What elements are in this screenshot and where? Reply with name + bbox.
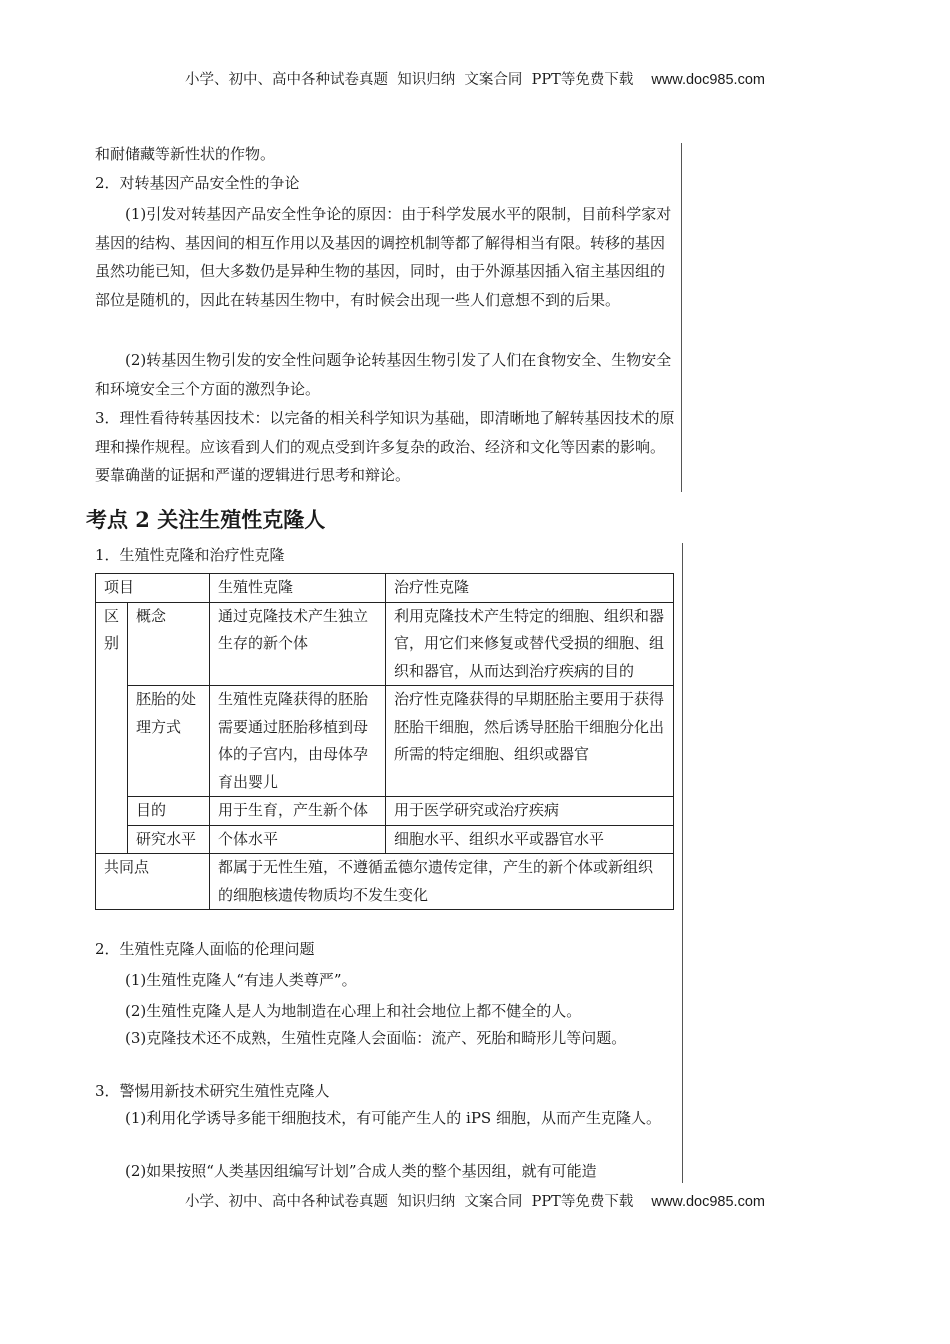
section-title: 考点 2 关注生殖性克隆人 [86,507,326,532]
paragraph-safety-issues: (2)转基因生物引发的安全性问题争论转基因生物引发了人们在食物安全、生物安全和环境安全三个方面的激烈争论。 [95,351,672,398]
paragraph-ethics-3: (3)克隆技术还不成熟，生殖性克隆人会面临：流产、死胎和畸形儿等问题。 [125,1029,627,1047]
header-text: 小学、初中、高中各种试卷真题 知识归纳 文案合同 PPT等免费下载 [185,72,634,88]
paragraph-rational-view: 3．理性看待转基因技术：以完备的相关科学知识为基础，即清晰地了解转基因技术的原理和操作规程。应该看到人们的观点受到许多复杂的政治、经济和文化等因素的影响。要靠确凿的证据和严谨的逻辑进行思考和辩论。 [95,409,675,484]
table-row [96,854,674,910]
table-row [96,797,674,826]
paragraph-debate-cause: (1)引发对转基因产品安全性争论的原因：由于科学发展水平的限制，目前科学家对基因的结构、基因间的相互作用以及基因的调控机制等都了解得相当有限。转移的基因虽然功能已知，但大多数仍是异种生物的基因，同时，由于外源基因插入宿主基因组的部位是随机的，因此在转基因生物中，有时候会出现一些人们意想不到的后果。 [95,205,672,309]
page-footer [0,1190,950,1211]
row-label-concept: 概念 [128,602,210,686]
header-item: 项目 [96,574,210,603]
header-therapeutic: 治疗性克隆 [386,574,674,603]
cell-concept-therapeutic: 利用克隆技术产生特定的细胞、组织和器官，用它们来修复或替代受损的细胞、组织和器官，从而达到治疗疾病的目的 [386,602,674,686]
cell-concept-reproductive: 通过克隆技术产生独立生存的新个体 [210,602,386,686]
table-row [96,686,674,797]
margin-rule-bottom [682,543,683,1183]
cell-purpose-therapeutic: 用于医学研究或治疗疾病 [386,797,674,826]
paragraph-vigilance-2: (2)如果按照“人类基因组编写计划”合成人类的整个基因组，就有可能造 [125,1162,597,1180]
footer-site-link[interactable]: www.doc985.com [651,1194,765,1210]
cell-level-therapeutic: 细胞水平、组织水平或器官水平 [386,825,674,854]
page-header [0,68,950,89]
margin-rule-top [681,143,682,492]
table-row [96,825,674,854]
cell-purpose-reproductive: 用于生育，产生新个体 [210,797,386,826]
paragraph-ethics-1: (1)生殖性克隆人“有违人类尊严”。 [125,971,357,989]
paragraph-vigilance-1: (1)利用化学诱导多能干细胞技术，有可能产生人的 iPS 细胞，从而产生克隆人。 [125,1109,661,1127]
table-row [96,602,674,686]
footer-text: 小学、初中、高中各种试卷真题 知识归纳 文案合同 PPT等免费下载 [185,1194,634,1210]
row-label-purpose: 目的 [128,797,210,826]
heading-vigilance: 3．警惕用新技术研究生殖性克隆人 [95,1082,330,1100]
cell-embryo-reproductive: 生殖性克隆获得的胚胎需要通过胚胎移植到母体的子宫内，由母体孕育出婴儿 [210,686,386,797]
cloning-comparison-table [95,573,674,910]
paragraph-continued: 和耐储藏等新性状的作物。 [95,145,276,163]
heading-gmo-safety-debate: 2．对转基因产品安全性的争论 [95,174,300,192]
difference-label: 区别 [96,602,128,854]
cell-level-reproductive: 个体水平 [210,825,386,854]
row-label-embryo: 胚胎的处理方式 [128,686,210,797]
row-label-common: 共同点 [96,854,210,910]
cell-embryo-therapeutic: 治疗性克隆获得的早期胚胎主要用于获得胚胎干细胞，然后诱导胚胎干细胞分化出所需的特定细胞、组织或器官 [386,686,674,797]
heading-cloning-types: 1．生殖性克隆和治疗性克隆 [95,546,285,564]
cell-common: 都属于无性生殖，不遵循孟德尔遗传定律，产生的新个体或新组织的细胞核遗传物质均不发生变化 [210,854,674,910]
heading-ethics: 2．生殖性克隆人面临的伦理问题 [95,940,315,958]
header-site-link[interactable]: www.doc985.com [651,72,765,88]
paragraph-ethics-2: (2)生殖性克隆人是人为地制造在心理上和社会地位上都不健全的人。 [125,1002,582,1020]
header-reproductive: 生殖性克隆 [210,574,386,603]
row-label-level: 研究水平 [128,825,210,854]
table-row [96,574,674,603]
